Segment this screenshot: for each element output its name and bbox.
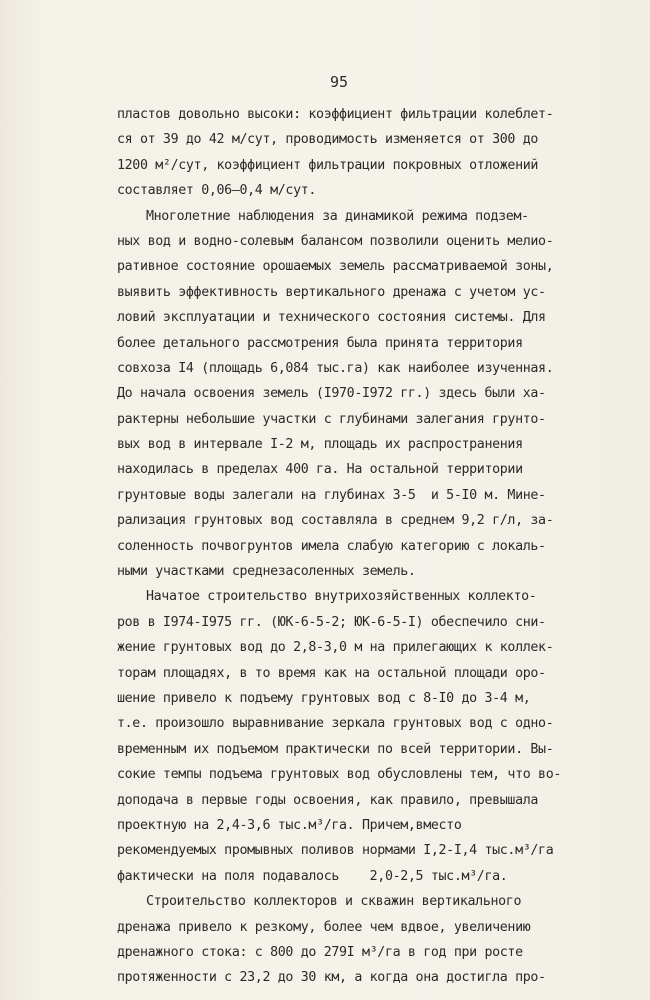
text-line: шение привело к подъему грунтовых вод с 8-I0 до 3-4 м, <box>117 690 531 706</box>
text-line: выявить эффективность вертикального дренажа с учетом ус- <box>117 284 546 300</box>
text-line: составляет 0,06–0,4 м/сут. <box>117 183 317 199</box>
text-line: сокие темпы подъема грунтовых вод обусловлены тем, что во- <box>117 767 562 783</box>
body-text <box>117 102 597 991</box>
text-line: грунтовые воды залегали на глубинах 3-5 и 5-I0 м. Мине- <box>117 487 546 503</box>
text-line: т.е. произошло выравнивание зеркала грунтовых вод с одно- <box>117 716 554 732</box>
text-line: ными участками среднезасоленных земель. <box>117 564 416 580</box>
text-line: Строительство коллекторов и скважин вертикального <box>146 894 522 910</box>
text-line: соленность почвогрунтов имела слабую категорию с локаль- <box>117 538 546 554</box>
text-line: протяженности с 23,2 до 30 км, а когда она достигла про- <box>117 970 546 986</box>
text-line: До начала освоения земель (I970-I972 гг.) здесь были ха- <box>117 386 546 402</box>
text-line: проектную на 2,4-3,6 тыс.м³/га. Причем,вместо <box>117 817 462 833</box>
text-line: пластов довольно высоки: коэффициент фильтрации колеблет- <box>117 107 554 122</box>
text-line: рактерны небольшие участки с глубинами залегания грунто- <box>117 411 546 427</box>
text-line: ся от 39 до 42 м/сут, проводимость изменяется от 300 до <box>117 132 539 148</box>
text-line: жение грунтовых вод до 2,8-3,0 м на прилегающих к коллек- <box>117 640 554 656</box>
text-line: рализация грунтовых вод составляла в среднем 9,2 г/л, за- <box>117 513 554 529</box>
text-line: находилась в пределах 400 га. На остальной территории <box>117 462 523 478</box>
text-line: 1200 м²/сут, коэффициент фильтрации покровных отложений <box>117 157 539 173</box>
text-line: ловий эксплуатации и технического состояния системы. Для <box>117 310 546 326</box>
text-line: торам площадях, в то время как на остальной площади оро- <box>117 665 546 681</box>
text-line: дренажного стока: с 800 до 279I м³/га в год при росте <box>117 944 523 960</box>
text-line: рекомендуемых промывных поливов нормами I,2-I,4 тыс.м³/га <box>117 843 554 859</box>
page-number: 95 <box>330 73 349 91</box>
text-line: вых вод в интервале I-2 м, площадь их распространения <box>117 437 523 453</box>
text-line: ративное состояние орошаемых земель рассматриваемой зоны, <box>117 259 554 275</box>
text-line: Начатое строительство внутрихозяйственных коллекто- <box>146 589 537 605</box>
text-line: фактически на поля подавалось 2,0-2,5 тыс.м³/га. <box>117 868 508 884</box>
text-line: более детального рассмотрения была принята территория <box>117 335 523 351</box>
text-line: дренажа привело к резкому, более чем вдвое, увеличению <box>117 919 531 935</box>
text-line: временным их подъемом практически по всей территории. Вы- <box>117 741 554 757</box>
text-line: ров в I974-I975 гг. (ЮК-6-5-2; ЮК-6-5-I) обеспечило сни- <box>117 614 546 630</box>
text-line: Многолетние наблюдения за динамикой режима подзем- <box>146 208 529 224</box>
text-line: доподача в первые годы освоения, как правило, превышала <box>117 792 539 808</box>
text-line: ных вод и водно-солевым балансом позволили оценить мелио- <box>117 233 554 249</box>
text-line: совхоза I4 (площадь 6,084 тыс.га) как наиболее изученная. <box>117 360 554 376</box>
